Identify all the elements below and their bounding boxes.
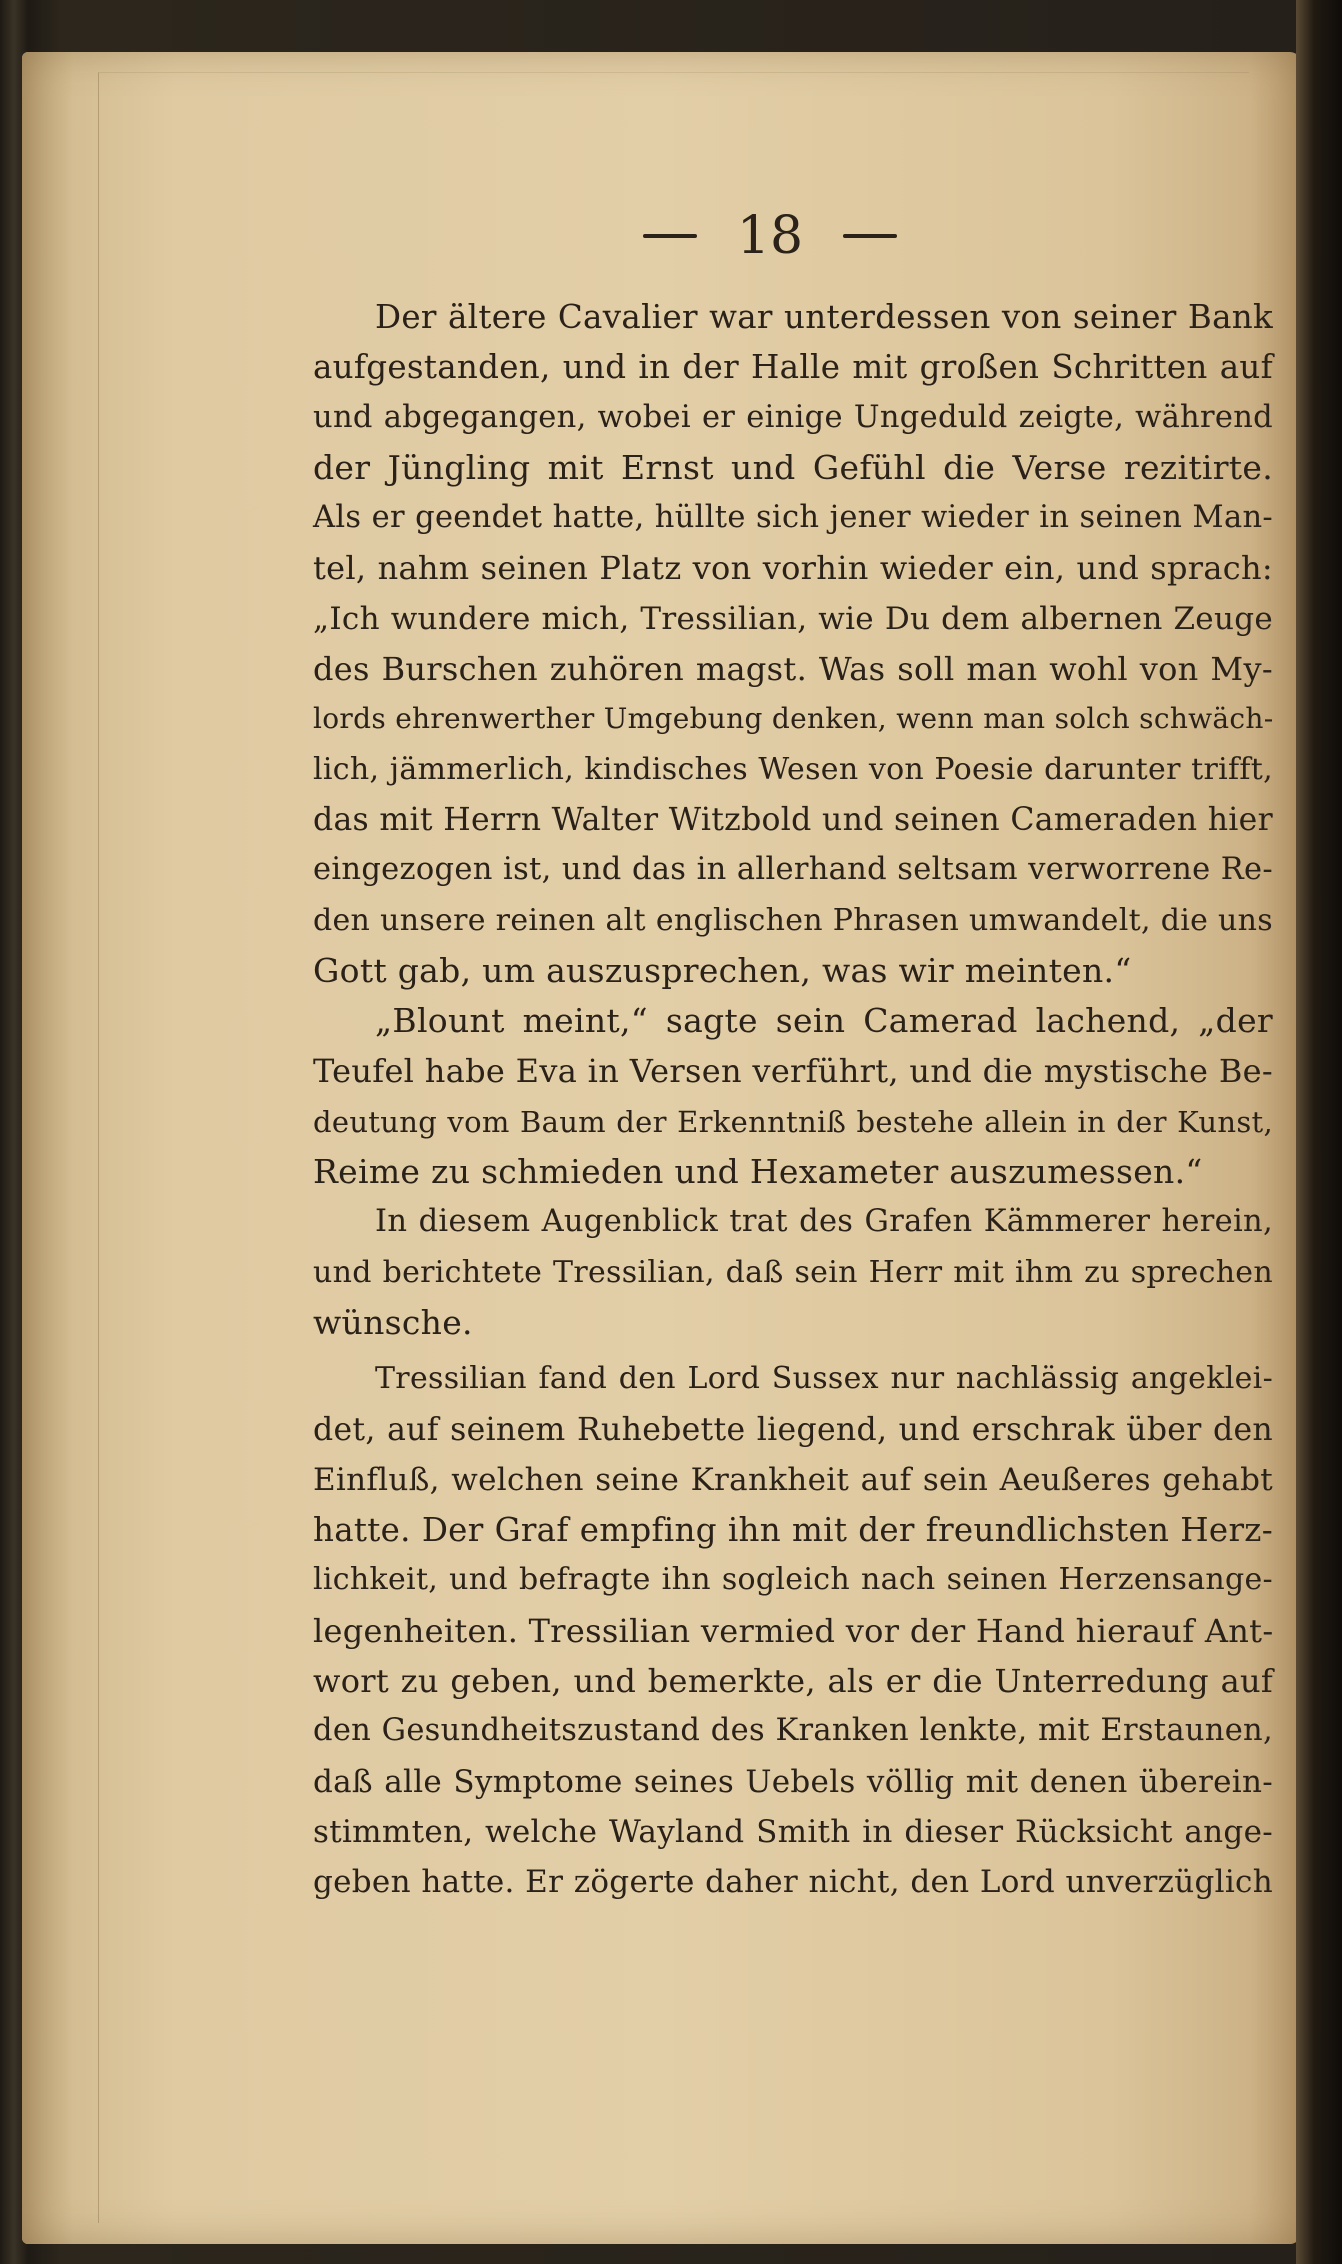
book-spine [1296, 0, 1342, 2264]
body-text [313, 292, 1273, 1908]
text-line: Der ältere Cavalier war unterdessen von seiner Bank [375, 298, 1273, 336]
text-line: der Jüngling mit Ernst und Gefühl die Verse rezitirte. [313, 447, 1273, 487]
text-line: Gott gab, um auszusprechen, was wir meinten.“ [313, 950, 1132, 990]
header-dash-right [843, 234, 897, 238]
text-line: Einfluß, welchen seine Krankheit auf sein Aeußeres gehabt [313, 1461, 1273, 1498]
text-line: „Ich wundere mich, Tressilian, wie Du dem albernen Zeuge [313, 600, 1273, 637]
text-line: geben hatte. Er zögerte daher nicht, den Lord unverzüglich [313, 1864, 1273, 1901]
text-line: eingezogen ist, und das in allerhand seltsam verworrene Re- [313, 852, 1273, 888]
text-line: lords ehrenwerther Umgebung denken, wenn man solch schwäch- [313, 702, 1274, 736]
text-line: Tressilian fand den Lord Sussex nur nachlässig angeklei- [375, 1361, 1273, 1397]
text-line: den unsere reinen alt englischen Phrasen umwandelt, die uns [313, 902, 1273, 938]
text-line: „Blount meint,“ sagte sein Camerad lachend, „der [375, 1001, 1273, 1041]
page-number: 18 [736, 206, 804, 266]
page-header [600, 206, 940, 266]
text-line: das mit Herrn Walter Witzbold und seinen Cameraden hier [313, 801, 1273, 838]
text-line: daß alle Symptome seines Uebels völlig mit denen überein- [313, 1763, 1273, 1800]
text-line: lich, jämmerlich, kindisches Wesen von Poesie darunter trifft, [313, 751, 1273, 787]
text-line: und abgegangen, wobei er einige Ungeduld zeigte, während [313, 399, 1273, 435]
text-line: deutung vom Baum der Erkenntniß bestehe allein in der Kunst, [313, 1104, 1273, 1139]
text-line: hatte. Der Graf empfing ihn mit der freundlichsten Herz- [313, 1511, 1273, 1550]
text-line: lichkeit, und befragte ihn sogleich nach seinen Herzensange- [313, 1562, 1273, 1598]
text-line: tel, nahm seinen Platz von vorhin wieder ein, und sprach: [313, 549, 1273, 588]
header-dash-left [643, 234, 697, 238]
text-line: Reime zu schmieden und Hexameter auszumessen.“ [313, 1152, 1203, 1192]
text-line: stimmten, welche Wayland Smith in dieser Rücksicht ange- [313, 1813, 1273, 1850]
text-line: legenheiten. Tressilian vermied vor der Hand hierauf Ant- [313, 1611, 1274, 1650]
text-line: des Burschen zuhören magst. Was soll man wohl von My- [313, 650, 1273, 689]
text-line: Als er geendet hatte, hüllte sich jener wieder in seinen Man- [313, 500, 1273, 536]
text-line: det, auf seinem Ruhebette liegend, und erschrak über den [313, 1411, 1273, 1448]
text-line: Teufel habe Eva in Versen verführt, und die mystische Be- [313, 1052, 1273, 1091]
text-line: und berichtete Tressilian, daß sein Herr mit ihm zu sprechen [313, 1254, 1273, 1290]
text-line: den Gesundheitszustand des Kranken lenkte, mit Erstaunen, [313, 1713, 1273, 1749]
text-line: wünsche. [313, 1302, 473, 1342]
text-line: In diesem Augenblick trat des Grafen Kämmerer herein, [375, 1204, 1273, 1240]
text-line: wort zu geben, und bemerkte, als er die Unterredung auf [313, 1662, 1273, 1701]
text-line: aufgestanden, und in der Halle mit großen Schritten auf [313, 348, 1273, 387]
